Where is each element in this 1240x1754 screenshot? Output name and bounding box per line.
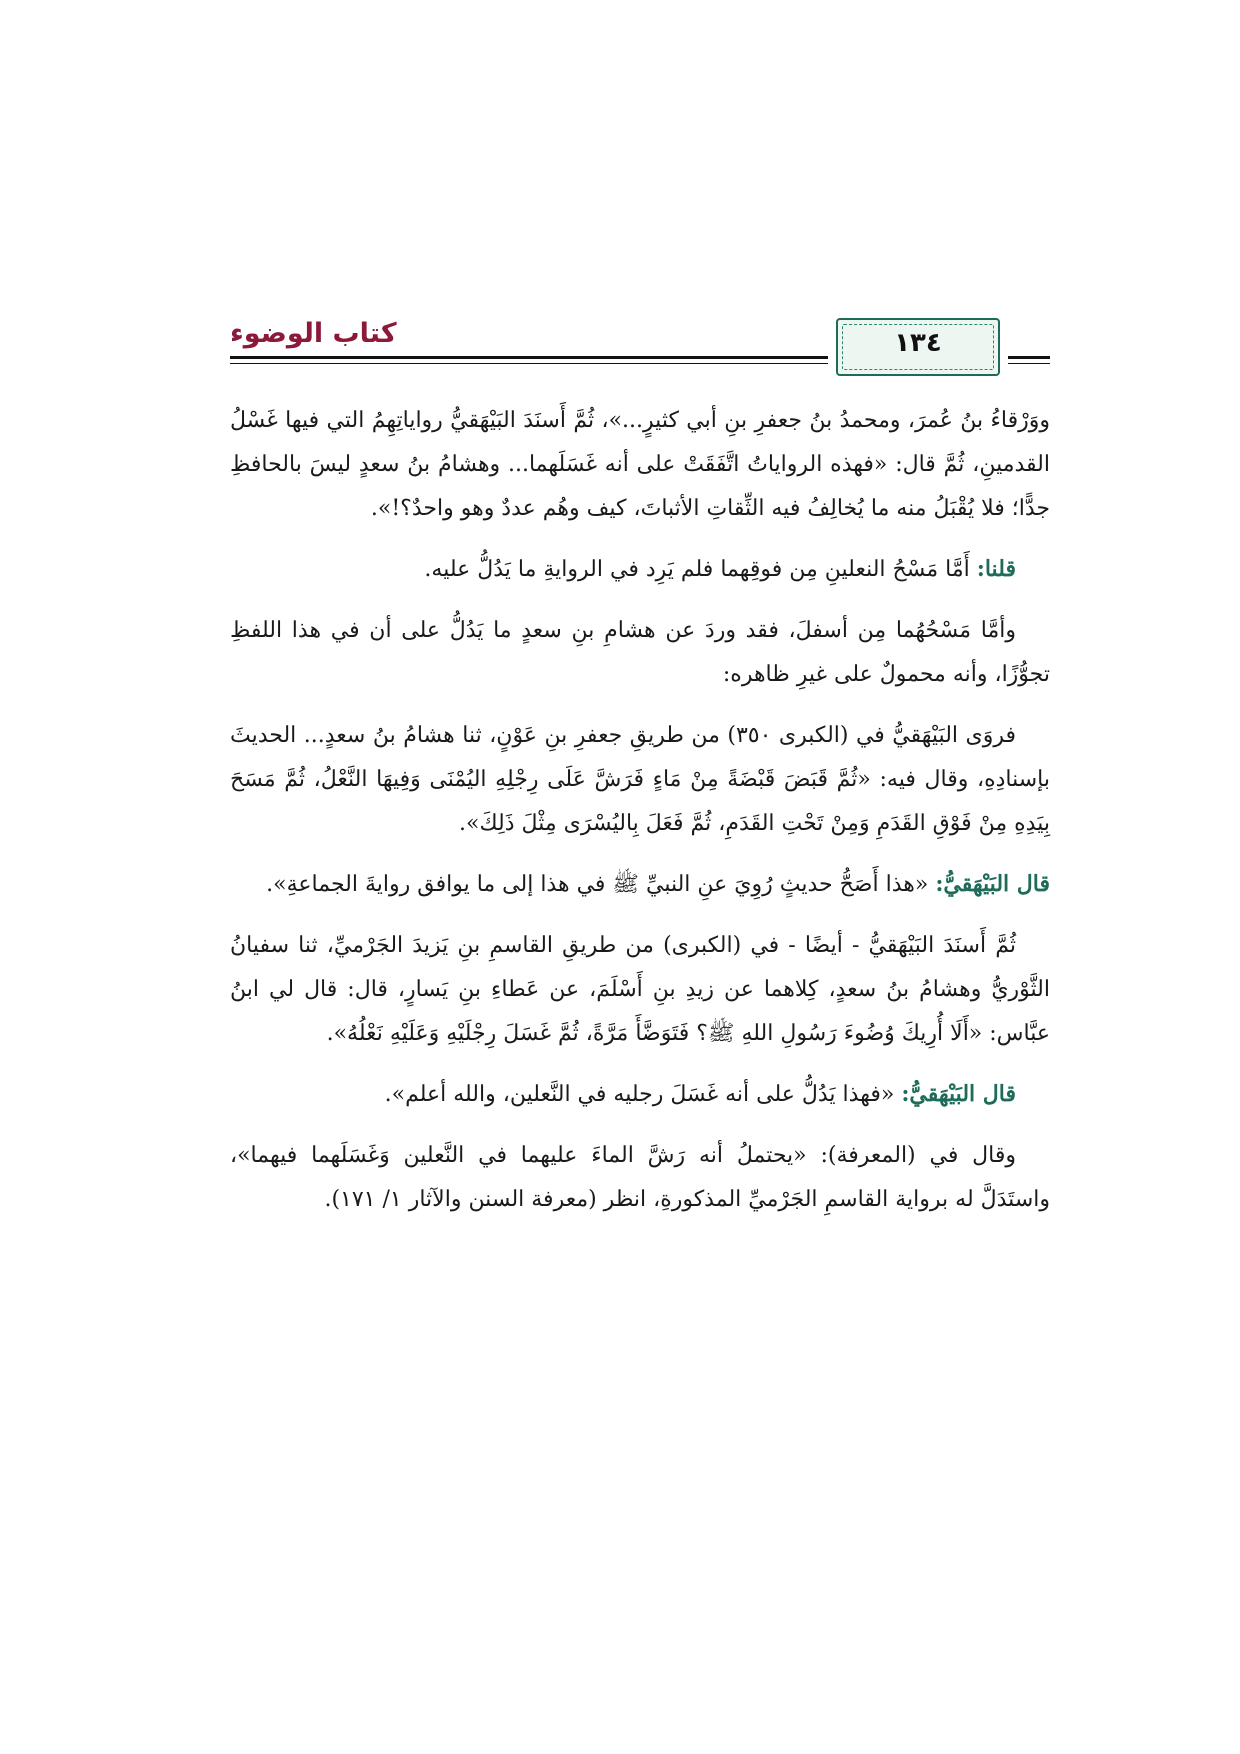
paragraph-text: «هذا أَصَحُّ حديثٍ رُوِيَ عنِ النبيِّ ﷺ في هذا إلى ما يوافق روايةَ الجماعةِ». bbox=[266, 872, 936, 897]
paragraph-lead: قال البَيْهَقيُّ: bbox=[901, 1081, 1016, 1107]
paragraph bbox=[230, 1072, 1050, 1117]
paragraph bbox=[230, 1133, 1050, 1222]
paragraph bbox=[230, 398, 1050, 531]
paragraph-text: «فهذا يَدُلُّ على أنه غَسَلَ رجليه في النَّعلين، والله أعلم». bbox=[384, 1082, 902, 1107]
header-rule-right-thin bbox=[1008, 363, 1050, 364]
page-number: ١٣٤ bbox=[894, 328, 942, 358]
page-body bbox=[230, 398, 1050, 1238]
paragraph-text: ثُمَّ أَسنَدَ البَيْهَقيُّ - أيضًا - في (الكبرى) من طريقِ القاسمِ بنِ يَزيدَ الجَرْميِّ، ثنا سفيانُ الثَّوْريُّ وهشامُ بنُ سعدٍ، كِلاهما عن زيدِ بنِ أَسْلَمَ، عن عَطاءِ بنِ يَسارٍ، قال: قال لي ابنُ عبَّاس: «أَلَا أُرِيكَ وُضُوءَ رَسُولِ اللهِ ﷺ؟ فَتَوَضَّأَ مَرَّةً، ثُمَّ غَسَلَ رِجْلَيْهِ وَعَلَيْهِ نَعْلُهُ». bbox=[230, 933, 1050, 1046]
paragraph bbox=[230, 547, 1050, 592]
header-rule-thin bbox=[230, 363, 828, 364]
paragraph-text: أَمَّا مَسْحُ النعلينِ مِن فوقِهما فلم يَرِد في الروايةِ ما يَدُلُّ عليه. bbox=[424, 557, 977, 582]
paragraph-text: وقال في (المعرفة): «يحتملُ أنه رَشَّ الماءَ عليهما في النَّعلين وَغَسَلَهما فيهما»، واستَدَلَّ له برواية القاسمِ الجَرْميِّ المذكورةِ، انظر (معرفة السنن والآثار ١/ ١٧١). bbox=[230, 1143, 1050, 1212]
paragraph-lead: قال البَيْهَقيُّ: bbox=[935, 871, 1050, 897]
paragraph bbox=[230, 923, 1050, 1056]
paragraph bbox=[230, 608, 1050, 697]
book-title: كتاب الوضوء bbox=[230, 318, 397, 349]
paragraph bbox=[230, 862, 1050, 907]
paragraph-text: ووَرْقاءُ بنُ عُمرَ، ومحمدُ بنُ جعفرِ بنِ أبي كثيرٍ...»، ثُمَّ أَسنَدَ البَيْهَقيُّ رواياتِهِمُ التي فيها غَسْلُ القدمينِ، ثُمَّ قال: «فهذه الرواياتُ اتَّفَقَتْ على أنه غَسَلَهما... وهشامُ بنُ سعدٍ ليسَ بالحافظِ جدًّا؛ فلا يُقْبَلُ منه ما يُخالِفُ فيه الثِّقاتِ الأثباتَ، كيف وهُم عددٌ وهو واحدٌ؟!». bbox=[230, 408, 1050, 521]
paragraph-text: وأمَّا مَسْحُهُما مِن أسفلَ، فقد وردَ عن هشامِ بنِ سعدٍ ما يَدُلُّ على أن في هذا اللفظِ تجوُّزًا، وأنه محمولٌ على غيرِ ظاهره: bbox=[230, 618, 1050, 687]
paragraph-text: فروَى البَيْهَقيُّ في (الكبرى ٣٥٠) من طريقِ جعفرِ بنِ عَوْنٍ، ثنا هشامُ بنُ سعدٍ... الحديثَ بإسنادِهِ، وقال فيه: «ثُمَّ قَبَضَ قَبْضَةً مِنْ مَاءٍ فَرَشَّ عَلَى رِجْلِهِ اليُمْنَى وَفِيهَا النَّعْلُ، ثُمَّ مَسَحَ بِيَدِهِ مِنْ فَوْقِ القَدَمِ وَمِنْ تَحْتِ القَدَمِ، ثُمَّ فَعَلَ بِاليُسْرَى مِثْلَ ذَلِكَ». bbox=[230, 723, 1050, 836]
paragraph bbox=[230, 713, 1050, 846]
header-rule-right bbox=[1008, 356, 1050, 359]
page-header bbox=[230, 318, 1050, 378]
paragraph-lead: قلنا: bbox=[976, 556, 1016, 582]
header-rule bbox=[230, 356, 828, 359]
page-number-badge bbox=[836, 318, 1000, 376]
